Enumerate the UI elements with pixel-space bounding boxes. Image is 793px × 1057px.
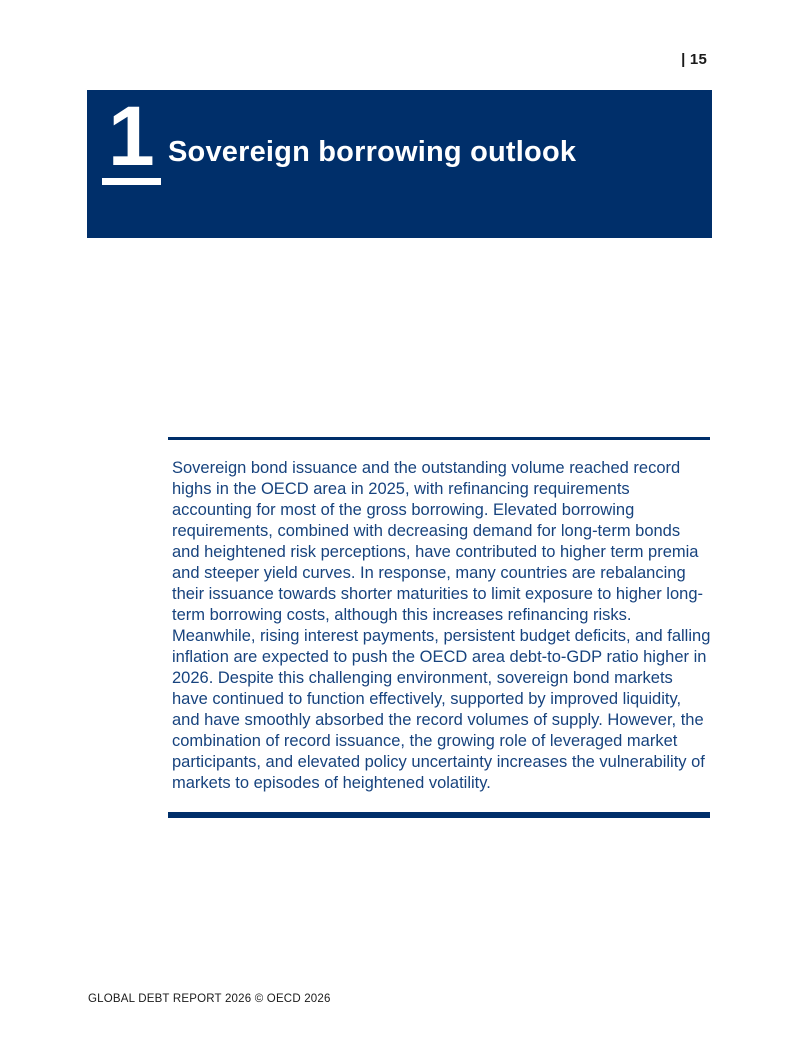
footer-report-credit: GLOBAL DEBT REPORT 2026 © OECD 2026 (88, 993, 331, 1005)
page-number: | 15 (681, 51, 707, 68)
abstract-bottom-rule (168, 812, 710, 818)
abstract-top-rule (168, 437, 710, 440)
chapter-title: Sovereign borrowing outlook (168, 136, 577, 168)
chapter-number: 1 (102, 98, 161, 185)
chapter-header-band (87, 90, 712, 238)
abstract-paragraph: Sovereign bond issuance and the outstanding volume reached record highs in the OECD area in 2025, with refinancing requirements accounting for most of the gross borrowing. Elevated borrowing requirements, combined with decreasing demand for long-term bonds and heightened risk perceptions, have contributed to higher term premia and steeper yield curves. In response, many countries are rebalancing their issuance towards shorter maturities to limit exposure to higher long-term borrowing costs, although this increases refinancing risks. Meanwhile, rising interest payments, persistent budget deficits, and falling inflation are expected to push the OECD area debt-to-GDP ratio higher in 2026. Despite this challenging environment, sovereign bond markets have continued to function effectively, supported by improved liquidity, and have smoothly absorbed the record volumes of supply. However, the combination of record issuance, the growing role of leveraged market participants, and elevated policy uncertainty increases the vulnerability of markets to episodes of heightened volatility. (172, 459, 711, 792)
